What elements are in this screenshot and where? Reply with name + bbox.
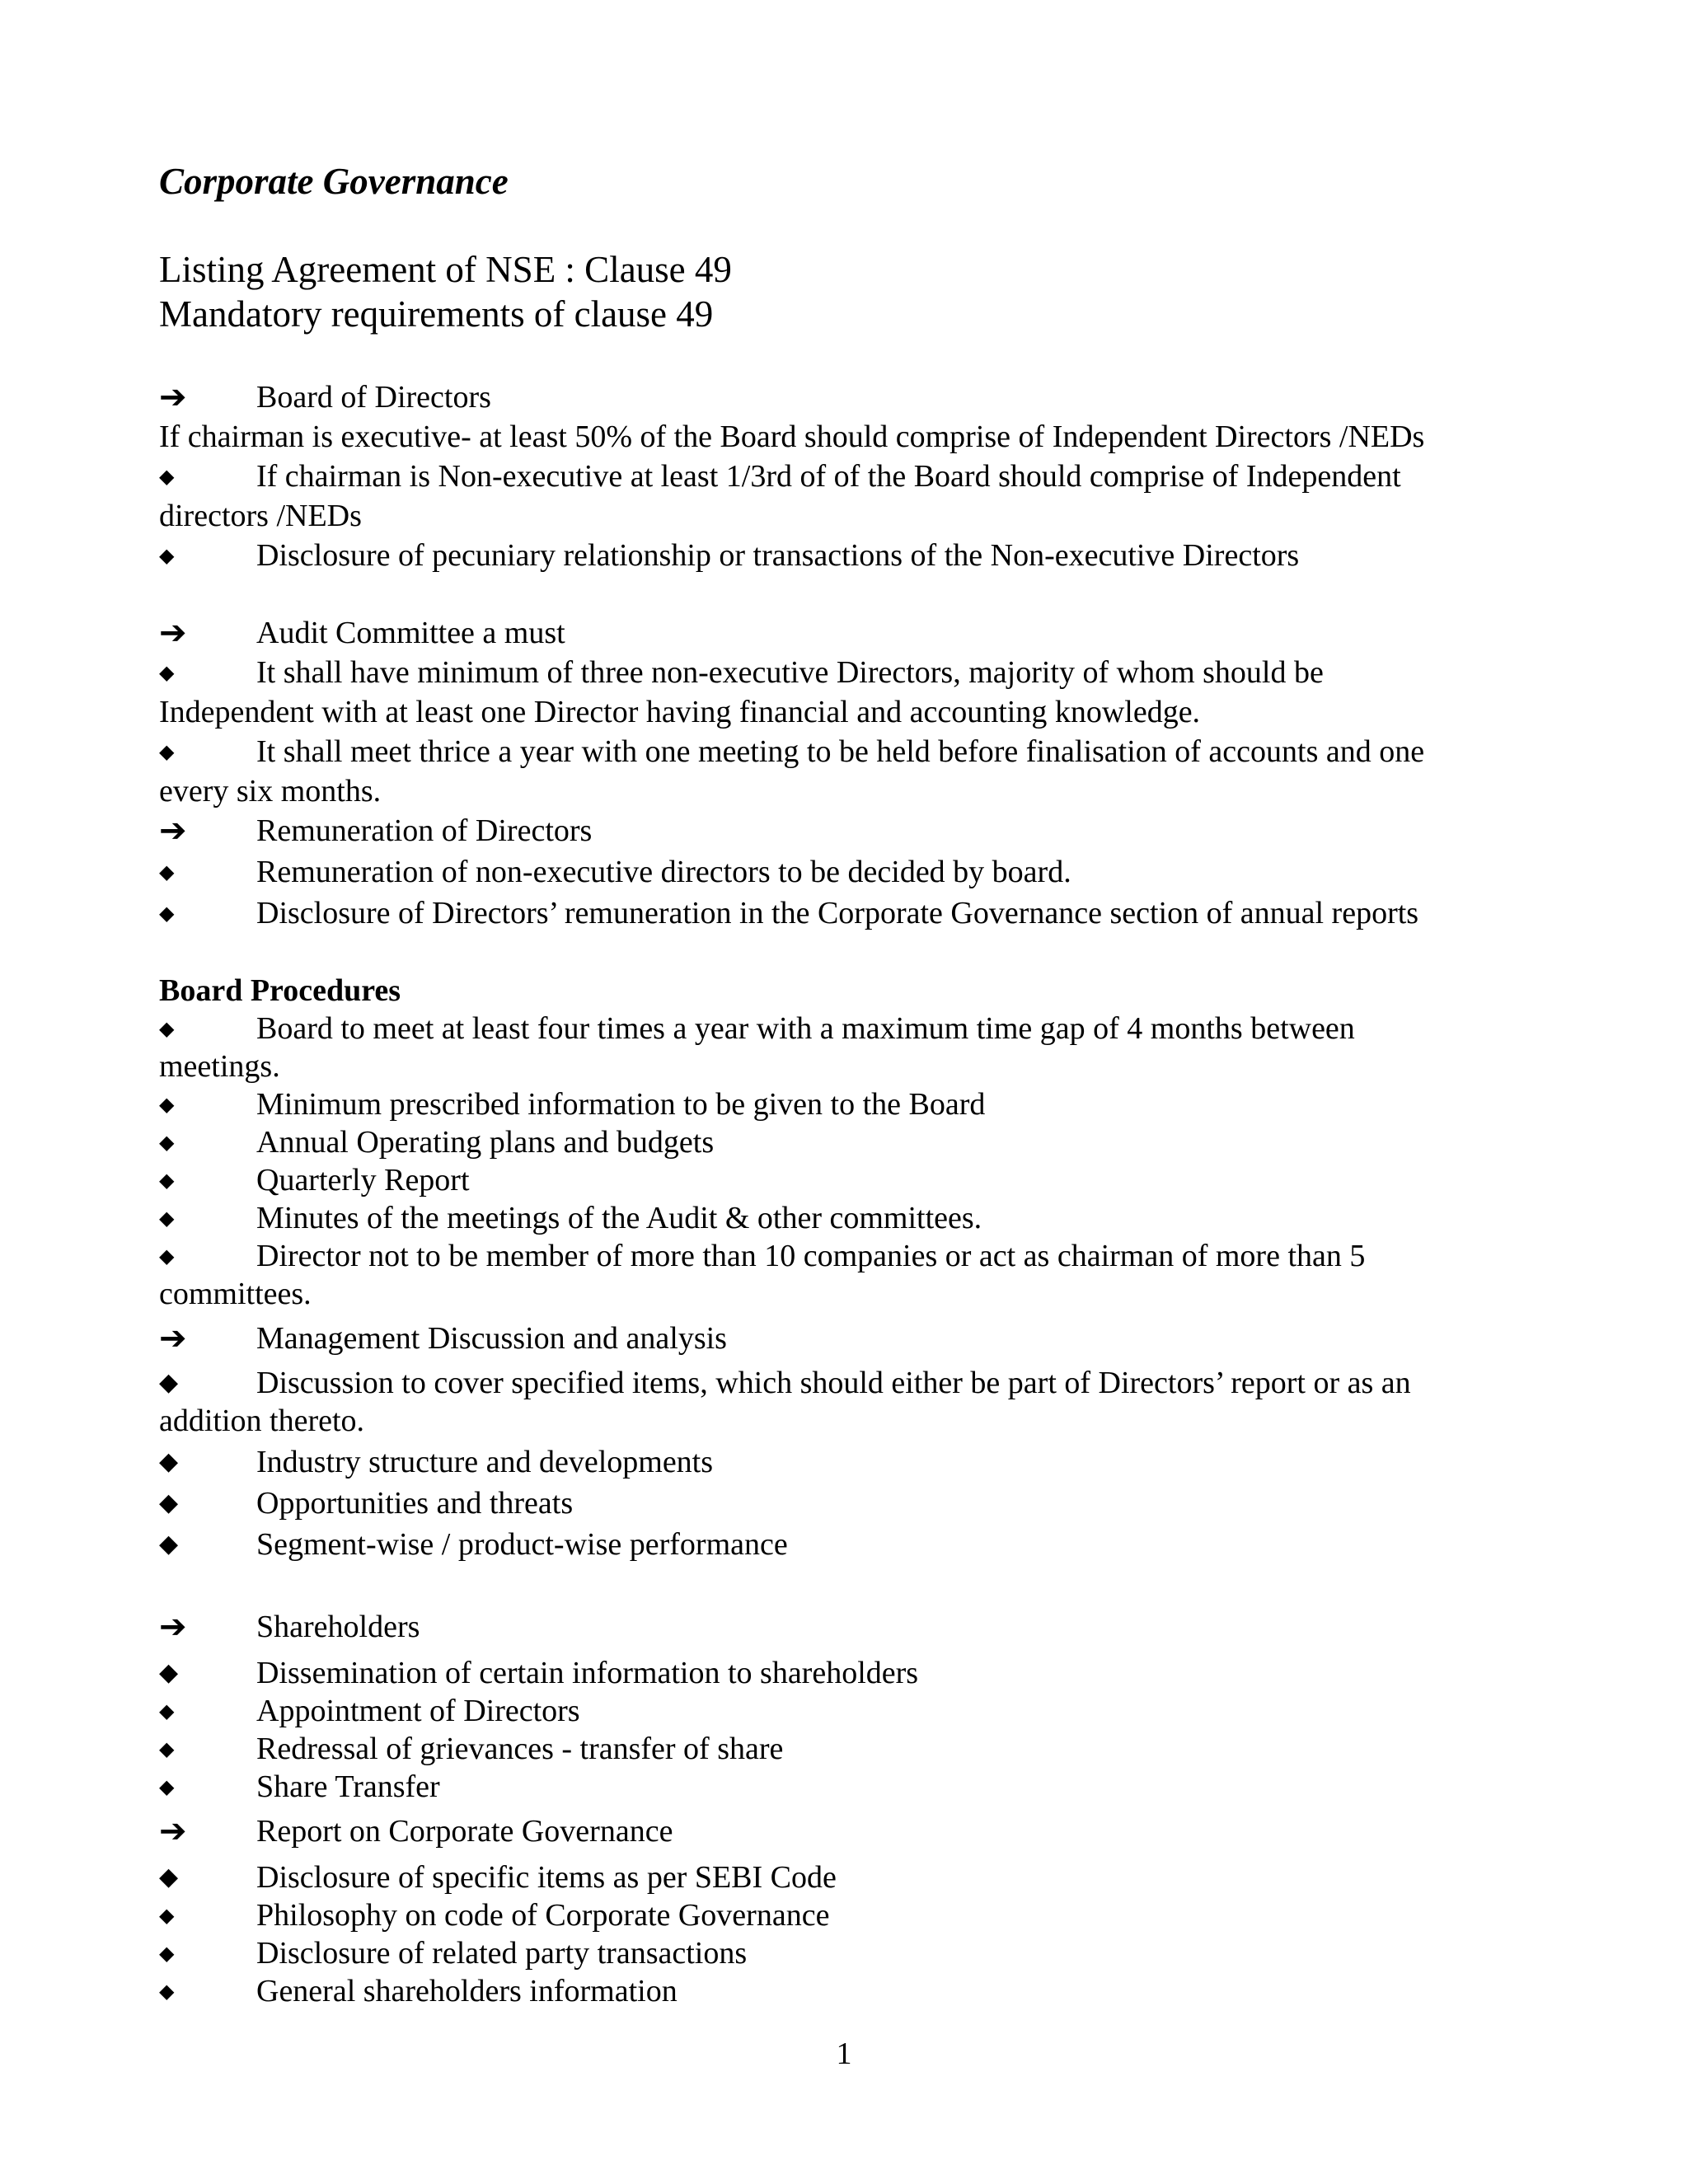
diamond-bullet-icon: ◆ xyxy=(159,1980,175,2003)
diamond-bullet-icon: ◆ xyxy=(159,1488,179,1517)
section-heading-shareholders xyxy=(0,1607,1688,1647)
diamond-bullet-icon: ◆ xyxy=(159,1131,175,1154)
list-item xyxy=(0,852,1688,892)
list-item-text: Minimum prescribed information to be given to the Board xyxy=(256,1087,986,1122)
arrow-icon: ➔ xyxy=(159,1608,187,1646)
list-item xyxy=(0,1363,1688,1403)
list-item-text: Disclosure of Directors’ remuneration in the Corporate Governance section of annual reports xyxy=(256,896,1419,930)
list-item xyxy=(0,457,1688,496)
text-line: If chairman is executive- at least 50% of the Board should comprise of Independent Directors /NEDs xyxy=(159,419,1425,454)
list-item-text: Disclosure of specific items as per SEBI Code xyxy=(256,1860,837,1895)
text-line: addition thereto. xyxy=(159,1404,365,1438)
arrow-icon: ➔ xyxy=(159,812,187,850)
list-item xyxy=(0,653,1688,692)
text-line: Independent with at least one Director having financial and accounting knowledge. xyxy=(159,695,1201,729)
list-item-text: It shall have minimum of three non-executive Directors, majority of whom should be xyxy=(256,655,1324,690)
list-item-text: Board to meet at least four times a year with a maximum time gap of 4 months between xyxy=(256,1011,1355,1046)
diamond-bullet-icon: ◆ xyxy=(159,1699,175,1722)
subtitle-listing-agreement: Listing Agreement of NSE : Clause 49 xyxy=(159,249,732,290)
list-item xyxy=(0,1198,1688,1238)
list-item xyxy=(0,1858,1688,1897)
arrow-icon: ➔ xyxy=(159,614,187,652)
diamond-bullet-icon: ◆ xyxy=(159,1169,175,1192)
heading-text: Shareholders xyxy=(256,1610,420,1644)
list-item xyxy=(0,1442,1688,1482)
diamond-bullet-icon: ◆ xyxy=(159,1017,175,1040)
text-line: directors /NEDs xyxy=(159,499,362,533)
text-line: committees. xyxy=(159,1277,312,1311)
list-item-text: Philosophy on code of Corporate Governance xyxy=(256,1898,830,1933)
list-item-text: Dissemination of certain information to shareholders xyxy=(256,1656,919,1690)
section-heading-audit-committee xyxy=(0,613,1688,653)
heading-text: Report on Corporate Governance xyxy=(256,1814,673,1849)
list-item xyxy=(0,1483,1688,1523)
list-item xyxy=(0,1653,1688,1693)
text-line: every six months. xyxy=(159,774,382,808)
list-item-text: Redressal of grievances - transfer of share xyxy=(256,1732,784,1766)
list-item-text: Discussion to cover specified items, which should either be part of Directors’ report or as an xyxy=(256,1366,1411,1400)
list-item xyxy=(0,1525,1688,1564)
list-item xyxy=(0,1122,1688,1162)
list-item-text: Opportunities and threats xyxy=(256,1486,574,1521)
list-item xyxy=(0,1160,1688,1200)
page-number: 1 xyxy=(836,2036,852,2071)
diamond-bullet-icon: ◆ xyxy=(159,740,175,763)
subtitle-mandatory-requirements: Mandatory requirements of clause 49 xyxy=(159,293,714,335)
list-item-text: Industry structure and developments xyxy=(256,1445,714,1479)
diamond-bullet-icon: ◆ xyxy=(159,1658,179,1687)
list-item xyxy=(0,1933,1688,1973)
arrow-icon: ➔ xyxy=(159,378,187,416)
list-item xyxy=(0,1236,1688,1276)
heading-text: Board of Directors xyxy=(256,380,491,415)
list-item xyxy=(0,893,1688,933)
diamond-bullet-icon: ◆ xyxy=(159,1093,175,1116)
diamond-bullet-icon: ◆ xyxy=(159,1207,175,1230)
diamond-bullet-icon: ◆ xyxy=(159,1530,179,1558)
heading-text: Management Discussion and analysis xyxy=(256,1321,727,1356)
diamond-bullet-icon: ◆ xyxy=(159,1904,175,1927)
list-item xyxy=(0,732,1688,771)
list-item xyxy=(0,1767,1688,1807)
diamond-bullet-icon: ◆ xyxy=(159,465,175,488)
list-item-text: It shall meet thrice a year with one meeting to be held before finalisation of accounts and one xyxy=(256,734,1425,769)
list-item xyxy=(0,1896,1688,1935)
diamond-bullet-icon: ◆ xyxy=(159,1775,175,1798)
section-heading-report xyxy=(0,1811,1688,1851)
diamond-bullet-icon: ◆ xyxy=(159,1737,175,1760)
list-item-text: Disclosure of pecuniary relationship or transactions of the Non-executive Directors xyxy=(256,538,1300,573)
diamond-bullet-icon: ◆ xyxy=(159,860,175,883)
list-item xyxy=(0,1085,1688,1124)
section-heading-board-of-directors xyxy=(0,377,1688,417)
diamond-bullet-icon: ◆ xyxy=(159,661,175,684)
list-item-text: Share Transfer xyxy=(256,1769,440,1804)
list-item-text: Remuneration of non-executive directors to be decided by board. xyxy=(256,855,1071,889)
section-heading-remuneration xyxy=(0,811,1688,851)
list-item-text: Quarterly Report xyxy=(256,1163,470,1197)
diamond-bullet-icon: ◆ xyxy=(159,902,175,925)
list-item-text: Minutes of the meetings of the Audit & other committees. xyxy=(256,1201,982,1235)
diamond-bullet-icon: ◆ xyxy=(159,544,175,567)
list-item-text: Disclosure of related party transactions xyxy=(256,1936,748,1971)
section-heading-board-procedures: Board Procedures xyxy=(159,973,401,1008)
arrow-icon: ➔ xyxy=(159,1319,187,1357)
list-item-text: Segment-wise / product-wise performance xyxy=(256,1527,788,1562)
arrow-icon: ➔ xyxy=(159,1812,187,1850)
list-item xyxy=(0,1691,1688,1731)
heading-text: Remuneration of Directors xyxy=(256,813,593,848)
diamond-bullet-icon: ◆ xyxy=(159,1244,175,1268)
list-item xyxy=(0,1729,1688,1769)
list-item-text: If chairman is Non-executive at least 1/3rd of of the Board should comprise of Independent xyxy=(256,459,1401,494)
list-item xyxy=(0,1009,1688,1048)
list-item xyxy=(0,1971,1688,2011)
section-heading-management-discussion xyxy=(0,1319,1688,1358)
heading-text: Audit Committee a must xyxy=(256,616,565,650)
list-item-text: Appointment of Directors xyxy=(256,1694,580,1728)
diamond-bullet-icon: ◆ xyxy=(159,1447,179,1476)
diamond-bullet-icon: ◆ xyxy=(159,1863,179,1891)
list-item-text: General shareholders information xyxy=(256,1974,678,2008)
page-title: Corporate Governance xyxy=(159,161,509,202)
list-item-text: Annual Operating plans and budgets xyxy=(256,1125,715,1160)
text-line: meetings. xyxy=(159,1049,280,1084)
diamond-bullet-icon: ◆ xyxy=(159,1368,179,1397)
list-item xyxy=(0,536,1688,575)
list-item-text: Director not to be member of more than 10 companies or act as chairman of more than 5 xyxy=(256,1239,1366,1273)
diamond-bullet-icon: ◆ xyxy=(159,1942,175,1965)
